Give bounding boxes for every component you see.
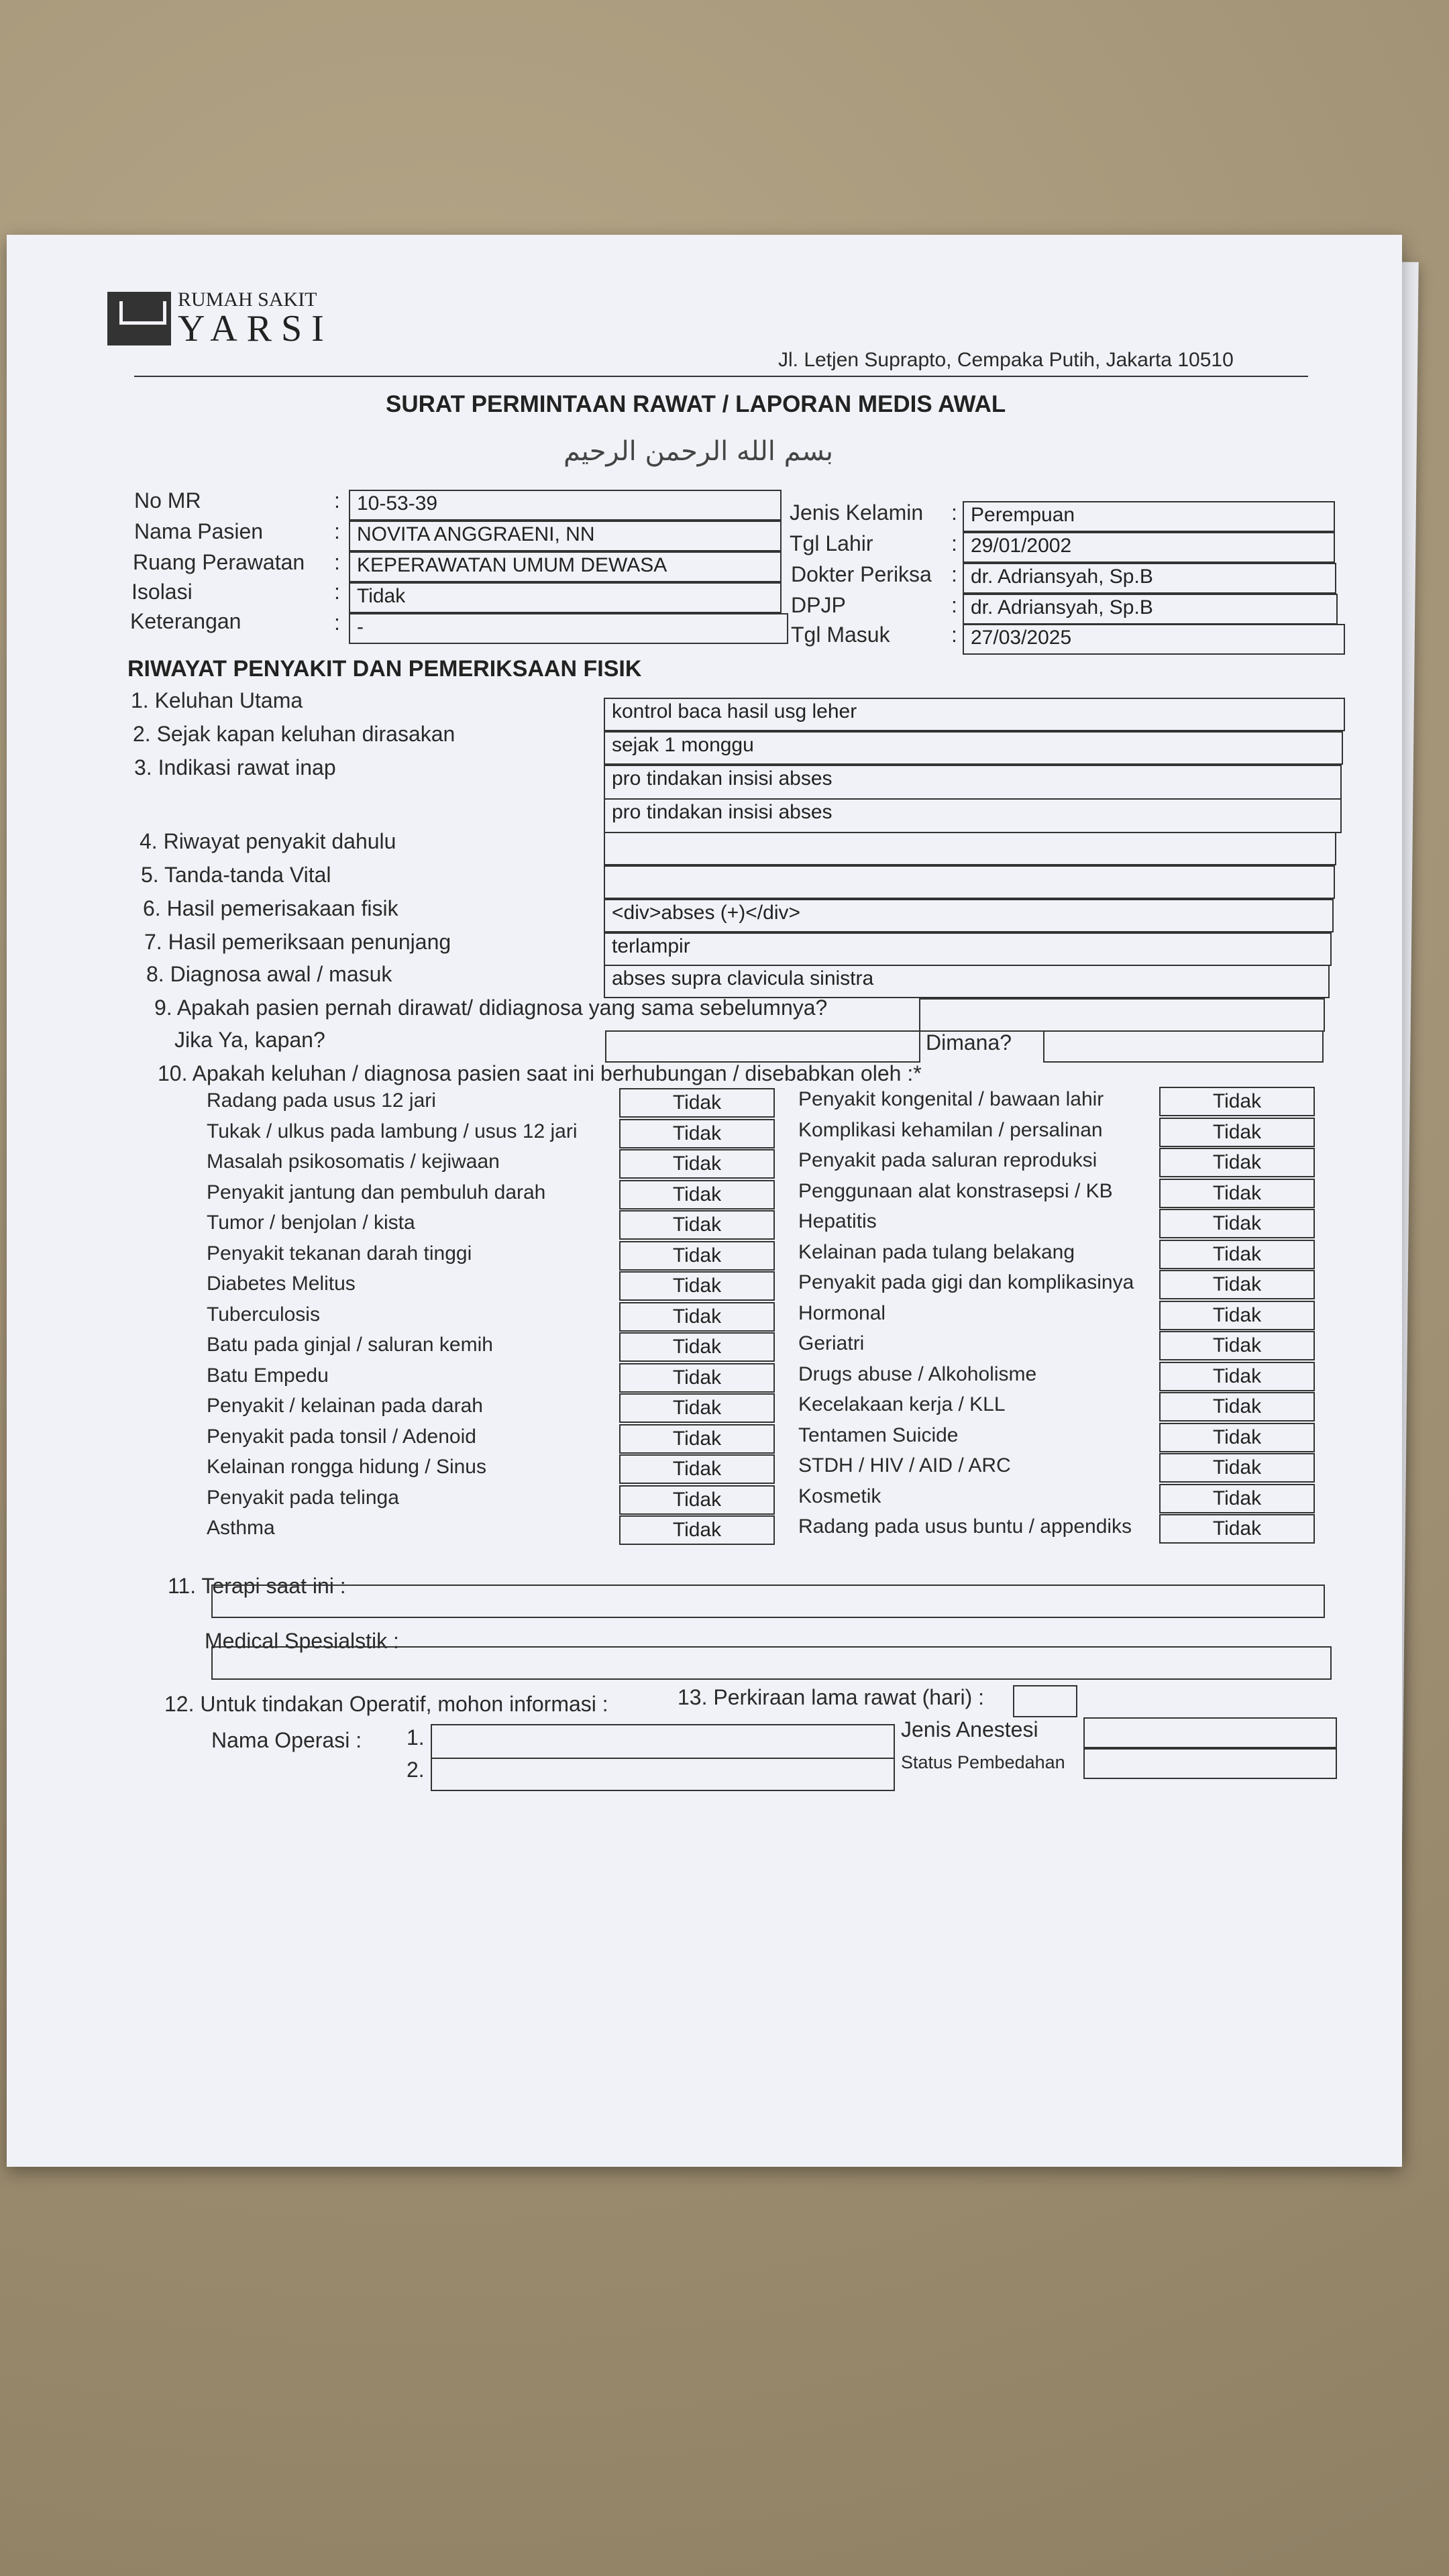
condition-label: Tuberculosis [207,1303,320,1326]
condition-answer-field: Tidak [1159,1423,1315,1452]
condition-label: Batu pada ginjal / saluran kemih [207,1334,493,1356]
q7-label: 7. Hasil pemeriksaan penunjang [144,930,451,954]
sejak-kapan-field: sejak 1 monggu [604,731,1343,765]
dpjp-label: DPJP [791,593,846,617]
hospital-address: Jl. Letjen Suprapto, Cempaka Putih, Jakarta 10510 [778,349,1234,371]
status-pembedahan-field [1083,1748,1337,1779]
condition-answer-field: Tidak [1159,1331,1315,1360]
q9-label: 9. Apakah pasien pernah dirawat/ didiagnosa yang sama sebelumnya? [154,996,828,1020]
nama-label: Nama Pasien [134,519,264,543]
condition-label: Drugs abuse / Alkoholisme [798,1362,1037,1385]
colon: : [951,623,957,647]
dokter-field: dr. Adriansyah, Sp.B [963,563,1336,594]
keterangan-label: Keterangan [130,609,241,633]
colon: : [334,610,340,635]
q5-label: 5. Tanda-tanda Vital [141,863,331,887]
condition-answer-field: Tidak [619,1210,775,1240]
no-mr-label: No MR [134,488,201,513]
colon: : [334,519,340,543]
q4-label: 4. Riwayat penyakit dahulu [140,829,396,853]
q1-label: 1. Keluhan Utama [131,688,303,712]
q10-label: 10. Apakah keluhan / diagnosa pasien saat ini berhubungan / disebabkan oleh :* [158,1061,922,1085]
condition-answer-field: Tidak [1159,1301,1315,1330]
condition-label: Penyakit pada saluran reproduksi [798,1149,1097,1171]
hasil-fisik-field: <div>abses (+)</div> [604,899,1334,932]
dimana-field [1043,1030,1324,1063]
tgl-lahir-label: Tgl Lahir [790,531,873,555]
condition-answer-field: Tidak [1159,1118,1315,1147]
q13-label: 13. Perkiraan lama rawat (hari) : [678,1685,985,1709]
condition-label: STDH / HIV / AID / ARC [798,1454,1011,1477]
condition-label: Masalah psikosomatis / kejiwaan [207,1150,500,1173]
indikasi-field-1: pro tindakan insisi abses [604,765,1342,800]
tgl-masuk-label: Tgl Masuk [791,623,890,647]
condition-answer-field: Tidak [619,1271,775,1301]
condition-answer-field: Tidak [619,1485,775,1515]
lama-rawat-field [1013,1685,1077,1717]
riwayat-section-title: RIWAYAT PENYAKIT DAN PEMERIKSAAN FISIK [127,656,642,682]
hospital-logo-icon [107,292,171,345]
colon: : [951,531,957,555]
keluhan-utama-field: kontrol baca hasil usg leher [604,698,1345,731]
no-mr-field: 10-53-39 [349,490,782,521]
condition-label: Tumor / benjolan / kista [207,1212,415,1234]
condition-label: Kecelakaan kerja / KLL [798,1393,1006,1415]
form-title: SURAT PERMINTAAN RAWAT / LAPORAN MEDIS AWAL [386,391,1006,417]
q12-label: 12. Untuk tindakan Operatif, mohon informasi : [164,1692,608,1716]
nama-operasi-label: Nama Operasi : [211,1728,362,1752]
condition-label: Radang pada usus 12 jari [207,1089,436,1112]
colon: : [951,562,957,586]
q8-label: 8. Diagnosa awal / masuk [146,962,392,986]
ruang-label: Ruang Perawatan [133,550,305,574]
diagnosa-field: abses supra clavicula sinistra [604,965,1330,998]
q9b-label: Jika Ya, kapan? [174,1028,325,1052]
condition-answer-field: Tidak [619,1119,775,1148]
terapi-field [211,1585,1325,1618]
q2-label: 2. Sejak kapan keluhan dirasakan [133,722,455,746]
condition-answer-field: Tidak [619,1241,775,1271]
colon: : [951,500,957,525]
condition-label: Asthma [207,1517,275,1539]
condition-answer-field: Tidak [1159,1392,1315,1421]
operasi-2-number: 2. [407,1758,425,1782]
condition-answer-field: Tidak [619,1454,775,1484]
status-pembedahan-label: Status Pembedahan [901,1752,1065,1772]
condition-answer-field: Tidak [1159,1484,1315,1513]
condition-label: Penyakit tekanan darah tinggi [207,1242,472,1265]
condition-answer-field: Tidak [619,1332,775,1362]
condition-answer-field: Tidak [619,1180,775,1210]
condition-label: Penyakit / kelainan pada darah [207,1395,483,1417]
q11-label: 11. Terapi saat ini : [168,1574,346,1598]
jk-label: Jenis Kelamin [790,500,924,525]
condition-answer-field: Tidak [619,1424,775,1454]
condition-answer-field: Tidak [1159,1514,1315,1544]
condition-label: Tentamen Suicide [798,1424,959,1446]
colon: : [334,488,340,513]
condition-answer-field: Tidak [1159,1240,1315,1269]
dimana-label: Dimana? [926,1030,1012,1055]
riwayat-dahulu-field [604,832,1336,865]
isolasi-label: Isolasi [131,580,193,604]
colon: : [334,580,340,604]
q9-answer-field [919,998,1325,1032]
condition-label: Batu Empedu [207,1364,329,1387]
condition-answer-field: Tidak [1159,1209,1315,1238]
condition-answer-field: Tidak [1159,1362,1315,1391]
hospital-name-small: RUMAH SAKIT [178,288,317,311]
kapan-field [605,1030,920,1063]
condition-label: Komplikasi kehamilan / persalinan [798,1118,1103,1141]
operasi-2-field [431,1758,895,1791]
condition-answer-field: Tidak [1159,1453,1315,1483]
form-sheet [7,235,1402,2167]
condition-label: Kelainan rongga hidung / Sinus [207,1456,486,1478]
nama-field: NOVITA ANGGRAENI, NN [349,521,782,551]
jenis-anestesi-field [1083,1717,1337,1748]
hospital-name: YARSI [178,308,333,350]
dokter-label: Dokter Periksa [791,562,932,586]
condition-answer-field: Tidak [1159,1179,1315,1208]
condition-answer-field: Tidak [619,1363,775,1393]
condition-answer-field: Tidak [1159,1148,1315,1177]
basmalah-text: بسم الله الرحمن الرحيم [564,436,834,467]
condition-label: Hormonal [798,1301,886,1324]
condition-answer-field: Tidak [1159,1087,1315,1116]
tgl-lahir-field: 29/01/2002 [963,532,1335,563]
condition-answer-field: Tidak [1159,1270,1315,1299]
condition-label: Geriatri [798,1332,865,1354]
operasi-1-field [431,1724,895,1759]
condition-answer-field: Tidak [619,1515,775,1545]
condition-answer-field: Tidak [619,1088,775,1118]
condition-label: Tukak / ulkus pada lambung / usus 12 jari [207,1120,578,1142]
q3-label: 3. Indikasi rawat inap [134,755,336,780]
keterangan-field: - [349,613,788,644]
jk-field: Perempuan [963,501,1335,532]
condition-label: Penyakit pada gigi dan komplikasinya [798,1271,1134,1293]
condition-label: Penggunaan alat konstrasepsi / KB [798,1179,1113,1202]
condition-label: Diabetes Melitus [207,1273,356,1295]
condition-label: Penyakit pada tonsil / Adenoid [207,1425,476,1448]
condition-label: Penyakit jantung dan pembuluh darah [207,1181,546,1203]
condition-label: Radang pada usus buntu / appendiks [798,1515,1132,1538]
medical-label: Medical Spesialstik : [205,1629,399,1653]
condition-answer-field: Tidak [619,1149,775,1179]
condition-label: Hepatitis [798,1210,877,1232]
isolasi-field: Tidak [349,582,782,613]
q6-label: 6. Hasil pemerisakaan fisik [143,896,398,920]
condition-label: Kosmetik [798,1485,881,1507]
ruang-field: KEPERAWATAN UMUM DEWASA [349,551,782,582]
tgl-masuk-field: 27/03/2025 [963,624,1345,655]
header-divider [134,376,1308,377]
condition-label: Penyakit kongenital / bawaan lahir [798,1088,1104,1110]
operasi-1-number: 1. [407,1725,425,1750]
jenis-anestesi-label: Jenis Anestesi [901,1717,1038,1741]
colon: : [951,593,957,617]
medical-field [211,1646,1332,1680]
condition-answer-field: Tidak [619,1302,775,1332]
colon: : [334,550,340,574]
tanda-vital-field [604,865,1335,899]
condition-label: Kelainan pada tulang belakang [798,1240,1075,1263]
condition-answer-field: Tidak [619,1393,775,1423]
condition-label: Penyakit pada telinga [207,1486,399,1509]
dpjp-field: dr. Adriansyah, Sp.B [963,594,1338,625]
indikasi-field-2: pro tindakan insisi abses [604,798,1342,833]
penunjang-field: terlampir [604,932,1332,966]
